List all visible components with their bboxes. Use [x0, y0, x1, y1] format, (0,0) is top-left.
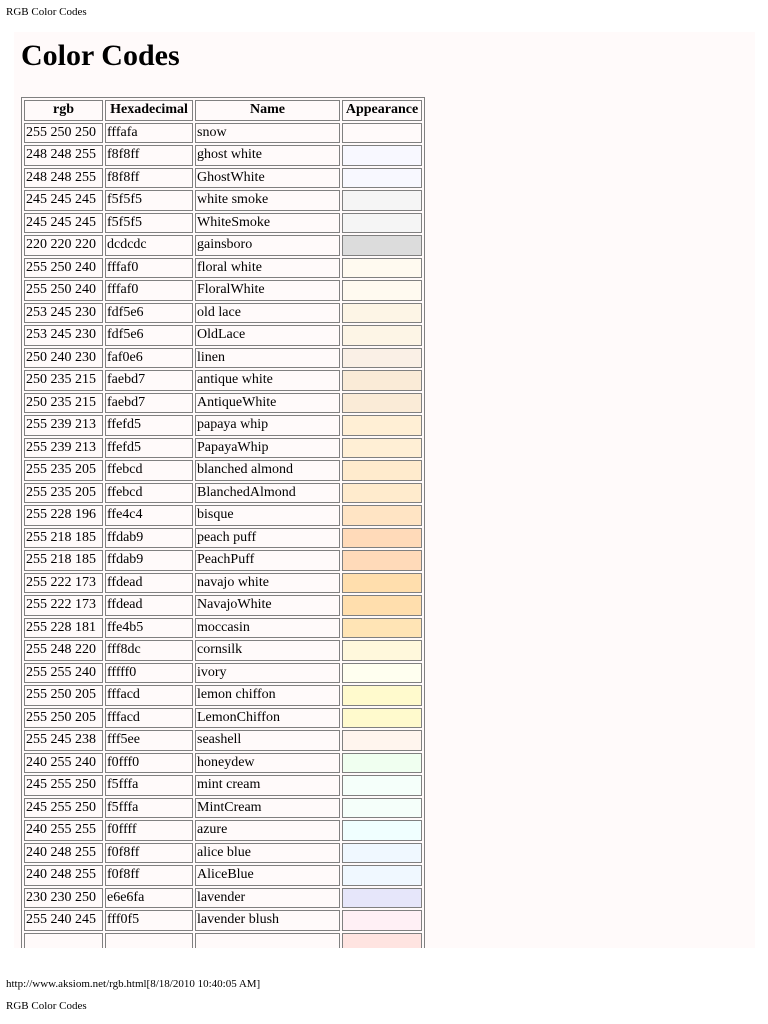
rgb-cell: 255 250 205 [24, 685, 103, 706]
color-swatch [342, 325, 422, 346]
rgb-cell: 255 250 205 [24, 708, 103, 729]
color-swatch [342, 123, 422, 144]
page-content [14, 32, 755, 948]
hex-cell: ffdead [105, 573, 193, 594]
rgb-cell: 255 218 185 [24, 550, 103, 571]
table-row [24, 190, 422, 211]
rgb-cell: 255 250 240 [24, 258, 103, 279]
hex-cell: faebd7 [105, 370, 193, 391]
rgb-cell: 250 235 215 [24, 393, 103, 414]
hex-cell: fff8dc [105, 640, 193, 661]
rgb-cell: 248 248 255 [24, 168, 103, 189]
hex-cell: ffe4c4 [105, 505, 193, 526]
column-header-hexadecimal: Hexadecimal [105, 100, 193, 121]
hex-cell: fffaf0 [105, 280, 193, 301]
name-cell: white smoke [195, 190, 340, 211]
color-swatch [342, 190, 422, 211]
name-cell: AliceBlue [195, 865, 340, 886]
color-swatch [342, 145, 422, 166]
table-row [24, 415, 422, 436]
rgb-cell: 248 248 255 [24, 145, 103, 166]
rgb-cell: 255 228 196 [24, 505, 103, 526]
name-cell: GhostWhite [195, 168, 340, 189]
color-swatch [342, 258, 422, 279]
hex-cell: f8f8ff [105, 168, 193, 189]
name-cell: PapayaWhip [195, 438, 340, 459]
name-cell: alice blue [195, 843, 340, 864]
color-swatch [342, 730, 422, 751]
name-cell: BlanchedAlmond [195, 483, 340, 504]
hex-cell: f8f8ff [105, 145, 193, 166]
hex-cell: fff0f5 [105, 910, 193, 931]
hex-cell: f0f8ff [105, 865, 193, 886]
hex-cell: ffdead [105, 595, 193, 616]
name-cell: AntiqueWhite [195, 393, 340, 414]
rgb-cell: 255 255 240 [24, 663, 103, 684]
name-cell: NavajoWhite [195, 595, 340, 616]
rgb-cell: 255 228 181 [24, 618, 103, 639]
rgb-cell: 255 239 213 [24, 415, 103, 436]
rgb-cell: 245 245 245 [24, 213, 103, 234]
rgb-cell: 240 255 240 [24, 753, 103, 774]
color-swatch [342, 303, 422, 324]
color-swatch [342, 640, 422, 661]
table-row [24, 123, 422, 144]
color-swatch [342, 685, 422, 706]
hex-cell: f5fffa [105, 775, 193, 796]
name-cell: blanched almond [195, 460, 340, 481]
hex-cell: fdf5e6 [105, 303, 193, 324]
color-swatch [342, 460, 422, 481]
color-swatch [342, 933, 422, 949]
color-swatch [342, 820, 422, 841]
color-swatch [342, 213, 422, 234]
table-row [24, 348, 422, 369]
color-swatch [342, 550, 422, 571]
rgb-cell: 255 250 250 [24, 123, 103, 144]
name-cell: lavender [195, 888, 340, 909]
name-cell: antique white [195, 370, 340, 391]
table-row [24, 303, 422, 324]
rgb-cell: 245 245 245 [24, 190, 103, 211]
rgb-cell: 245 255 250 [24, 798, 103, 819]
rgb-cell: 240 255 255 [24, 820, 103, 841]
hex-cell: fffff0 [105, 663, 193, 684]
rgb-cell: 255 235 205 [24, 460, 103, 481]
color-swatch [342, 438, 422, 459]
rgb-cell: 245 255 250 [24, 775, 103, 796]
column-header-appearance: Appearance [342, 100, 422, 121]
hex-cell: f5fffa [105, 798, 193, 819]
rgb-cell: 255 240 245 [24, 910, 103, 931]
table-header-row [24, 100, 422, 121]
color-swatch [342, 865, 422, 886]
color-swatch [342, 910, 422, 931]
hex-cell: f5f5f5 [105, 190, 193, 211]
rgb-cell: 253 245 230 [24, 325, 103, 346]
table-row [24, 573, 422, 594]
table-row [24, 933, 422, 949]
rgb-cell: 255 222 173 [24, 595, 103, 616]
rgb-cell [24, 933, 103, 949]
rgb-cell: 240 248 255 [24, 843, 103, 864]
color-swatch [342, 843, 422, 864]
rgb-cell: 250 240 230 [24, 348, 103, 369]
hex-cell [105, 933, 193, 949]
column-header-rgb: rgb [24, 100, 103, 121]
hex-cell: ffe4b5 [105, 618, 193, 639]
name-cell: WhiteSmoke [195, 213, 340, 234]
hex-cell: ffefd5 [105, 438, 193, 459]
rgb-cell: 255 235 205 [24, 483, 103, 504]
table-row [24, 280, 422, 301]
hex-cell: fffacd [105, 708, 193, 729]
color-swatch [342, 393, 422, 414]
hex-cell: ffefd5 [105, 415, 193, 436]
hex-cell: ffebcd [105, 483, 193, 504]
name-cell: MintCream [195, 798, 340, 819]
rgb-cell: 255 245 238 [24, 730, 103, 751]
name-cell: FloralWhite [195, 280, 340, 301]
table-row [24, 438, 422, 459]
color-swatch [342, 595, 422, 616]
table-row [24, 258, 422, 279]
name-cell: bisque [195, 505, 340, 526]
table-row [24, 865, 422, 886]
name-cell [195, 933, 340, 949]
rgb-cell: 253 245 230 [24, 303, 103, 324]
name-cell: snow [195, 123, 340, 144]
table-row [24, 528, 422, 549]
table-row [24, 708, 422, 729]
hex-cell: f5f5f5 [105, 213, 193, 234]
hex-cell: faf0e6 [105, 348, 193, 369]
rgb-cell: 255 248 220 [24, 640, 103, 661]
table-row [24, 213, 422, 234]
rgb-cell: 255 222 173 [24, 573, 103, 594]
rgb-cell: 255 250 240 [24, 280, 103, 301]
name-cell: azure [195, 820, 340, 841]
table-row [24, 460, 422, 481]
hex-cell: ffdab9 [105, 528, 193, 549]
name-cell: lemon chiffon [195, 685, 340, 706]
rgb-cell: 255 239 213 [24, 438, 103, 459]
color-swatch [342, 618, 422, 639]
rgb-cell: 240 248 255 [24, 865, 103, 886]
color-swatch [342, 663, 422, 684]
table-row [24, 168, 422, 189]
table-row [24, 663, 422, 684]
hex-cell: fff5ee [105, 730, 193, 751]
color-swatch [342, 505, 422, 526]
table-row [24, 235, 422, 256]
table-row [24, 820, 422, 841]
hex-cell: faebd7 [105, 393, 193, 414]
table-row [24, 753, 422, 774]
table-row [24, 483, 422, 504]
color-swatch [342, 775, 422, 796]
color-swatch [342, 708, 422, 729]
color-swatch [342, 573, 422, 594]
hex-cell: f0f8ff [105, 843, 193, 864]
table-row [24, 888, 422, 909]
rgb-cell: 220 220 220 [24, 235, 103, 256]
name-cell: cornsilk [195, 640, 340, 661]
name-cell: linen [195, 348, 340, 369]
table-row [24, 393, 422, 414]
name-cell: papaya whip [195, 415, 340, 436]
next-page-header-title: RGB Color Codes [6, 1000, 87, 1012]
table-row [24, 685, 422, 706]
hex-cell: f0ffff [105, 820, 193, 841]
color-swatch [342, 348, 422, 369]
rgb-cell: 255 218 185 [24, 528, 103, 549]
name-cell: ivory [195, 663, 340, 684]
table-row [24, 730, 422, 751]
column-header-name: Name [195, 100, 340, 121]
color-swatch [342, 370, 422, 391]
color-swatch [342, 168, 422, 189]
table-row [24, 505, 422, 526]
name-cell: seashell [195, 730, 340, 751]
hex-cell: fffacd [105, 685, 193, 706]
rgb-cell: 250 235 215 [24, 370, 103, 391]
name-cell: moccasin [195, 618, 340, 639]
print-footer-url: http://www.aksiom.net/rgb.html[8/18/2010 10:40:05 AM] [6, 978, 261, 990]
color-codes-table [21, 97, 425, 948]
hex-cell: ffdab9 [105, 550, 193, 571]
color-swatch [342, 415, 422, 436]
name-cell: honeydew [195, 753, 340, 774]
name-cell: navajo white [195, 573, 340, 594]
hex-cell: ffebcd [105, 460, 193, 481]
table-row [24, 325, 422, 346]
hex-cell: e6e6fa [105, 888, 193, 909]
rgb-cell: 230 230 250 [24, 888, 103, 909]
color-swatch [342, 280, 422, 301]
hex-cell: fffaf0 [105, 258, 193, 279]
table-row [24, 798, 422, 819]
name-cell: LemonChiffon [195, 708, 340, 729]
name-cell: floral white [195, 258, 340, 279]
table-row [24, 370, 422, 391]
color-swatch [342, 528, 422, 549]
color-swatch [342, 483, 422, 504]
table-row [24, 843, 422, 864]
name-cell: peach puff [195, 528, 340, 549]
color-swatch [342, 235, 422, 256]
name-cell: old lace [195, 303, 340, 324]
color-swatch [342, 753, 422, 774]
table-row [24, 618, 422, 639]
table-row [24, 775, 422, 796]
table-row [24, 640, 422, 661]
table-row [24, 595, 422, 616]
name-cell: gainsboro [195, 235, 340, 256]
hex-cell: fdf5e6 [105, 325, 193, 346]
color-swatch [342, 798, 422, 819]
name-cell: lavender blush [195, 910, 340, 931]
table-row [24, 145, 422, 166]
print-header-title: RGB Color Codes [6, 6, 87, 18]
page-title: Color Codes [21, 39, 180, 72]
hex-cell: fffafa [105, 123, 193, 144]
name-cell: mint cream [195, 775, 340, 796]
hex-cell: f0fff0 [105, 753, 193, 774]
name-cell: ghost white [195, 145, 340, 166]
name-cell: PeachPuff [195, 550, 340, 571]
hex-cell: dcdcdc [105, 235, 193, 256]
table-row [24, 550, 422, 571]
name-cell: OldLace [195, 325, 340, 346]
color-swatch [342, 888, 422, 909]
table-row [24, 910, 422, 931]
